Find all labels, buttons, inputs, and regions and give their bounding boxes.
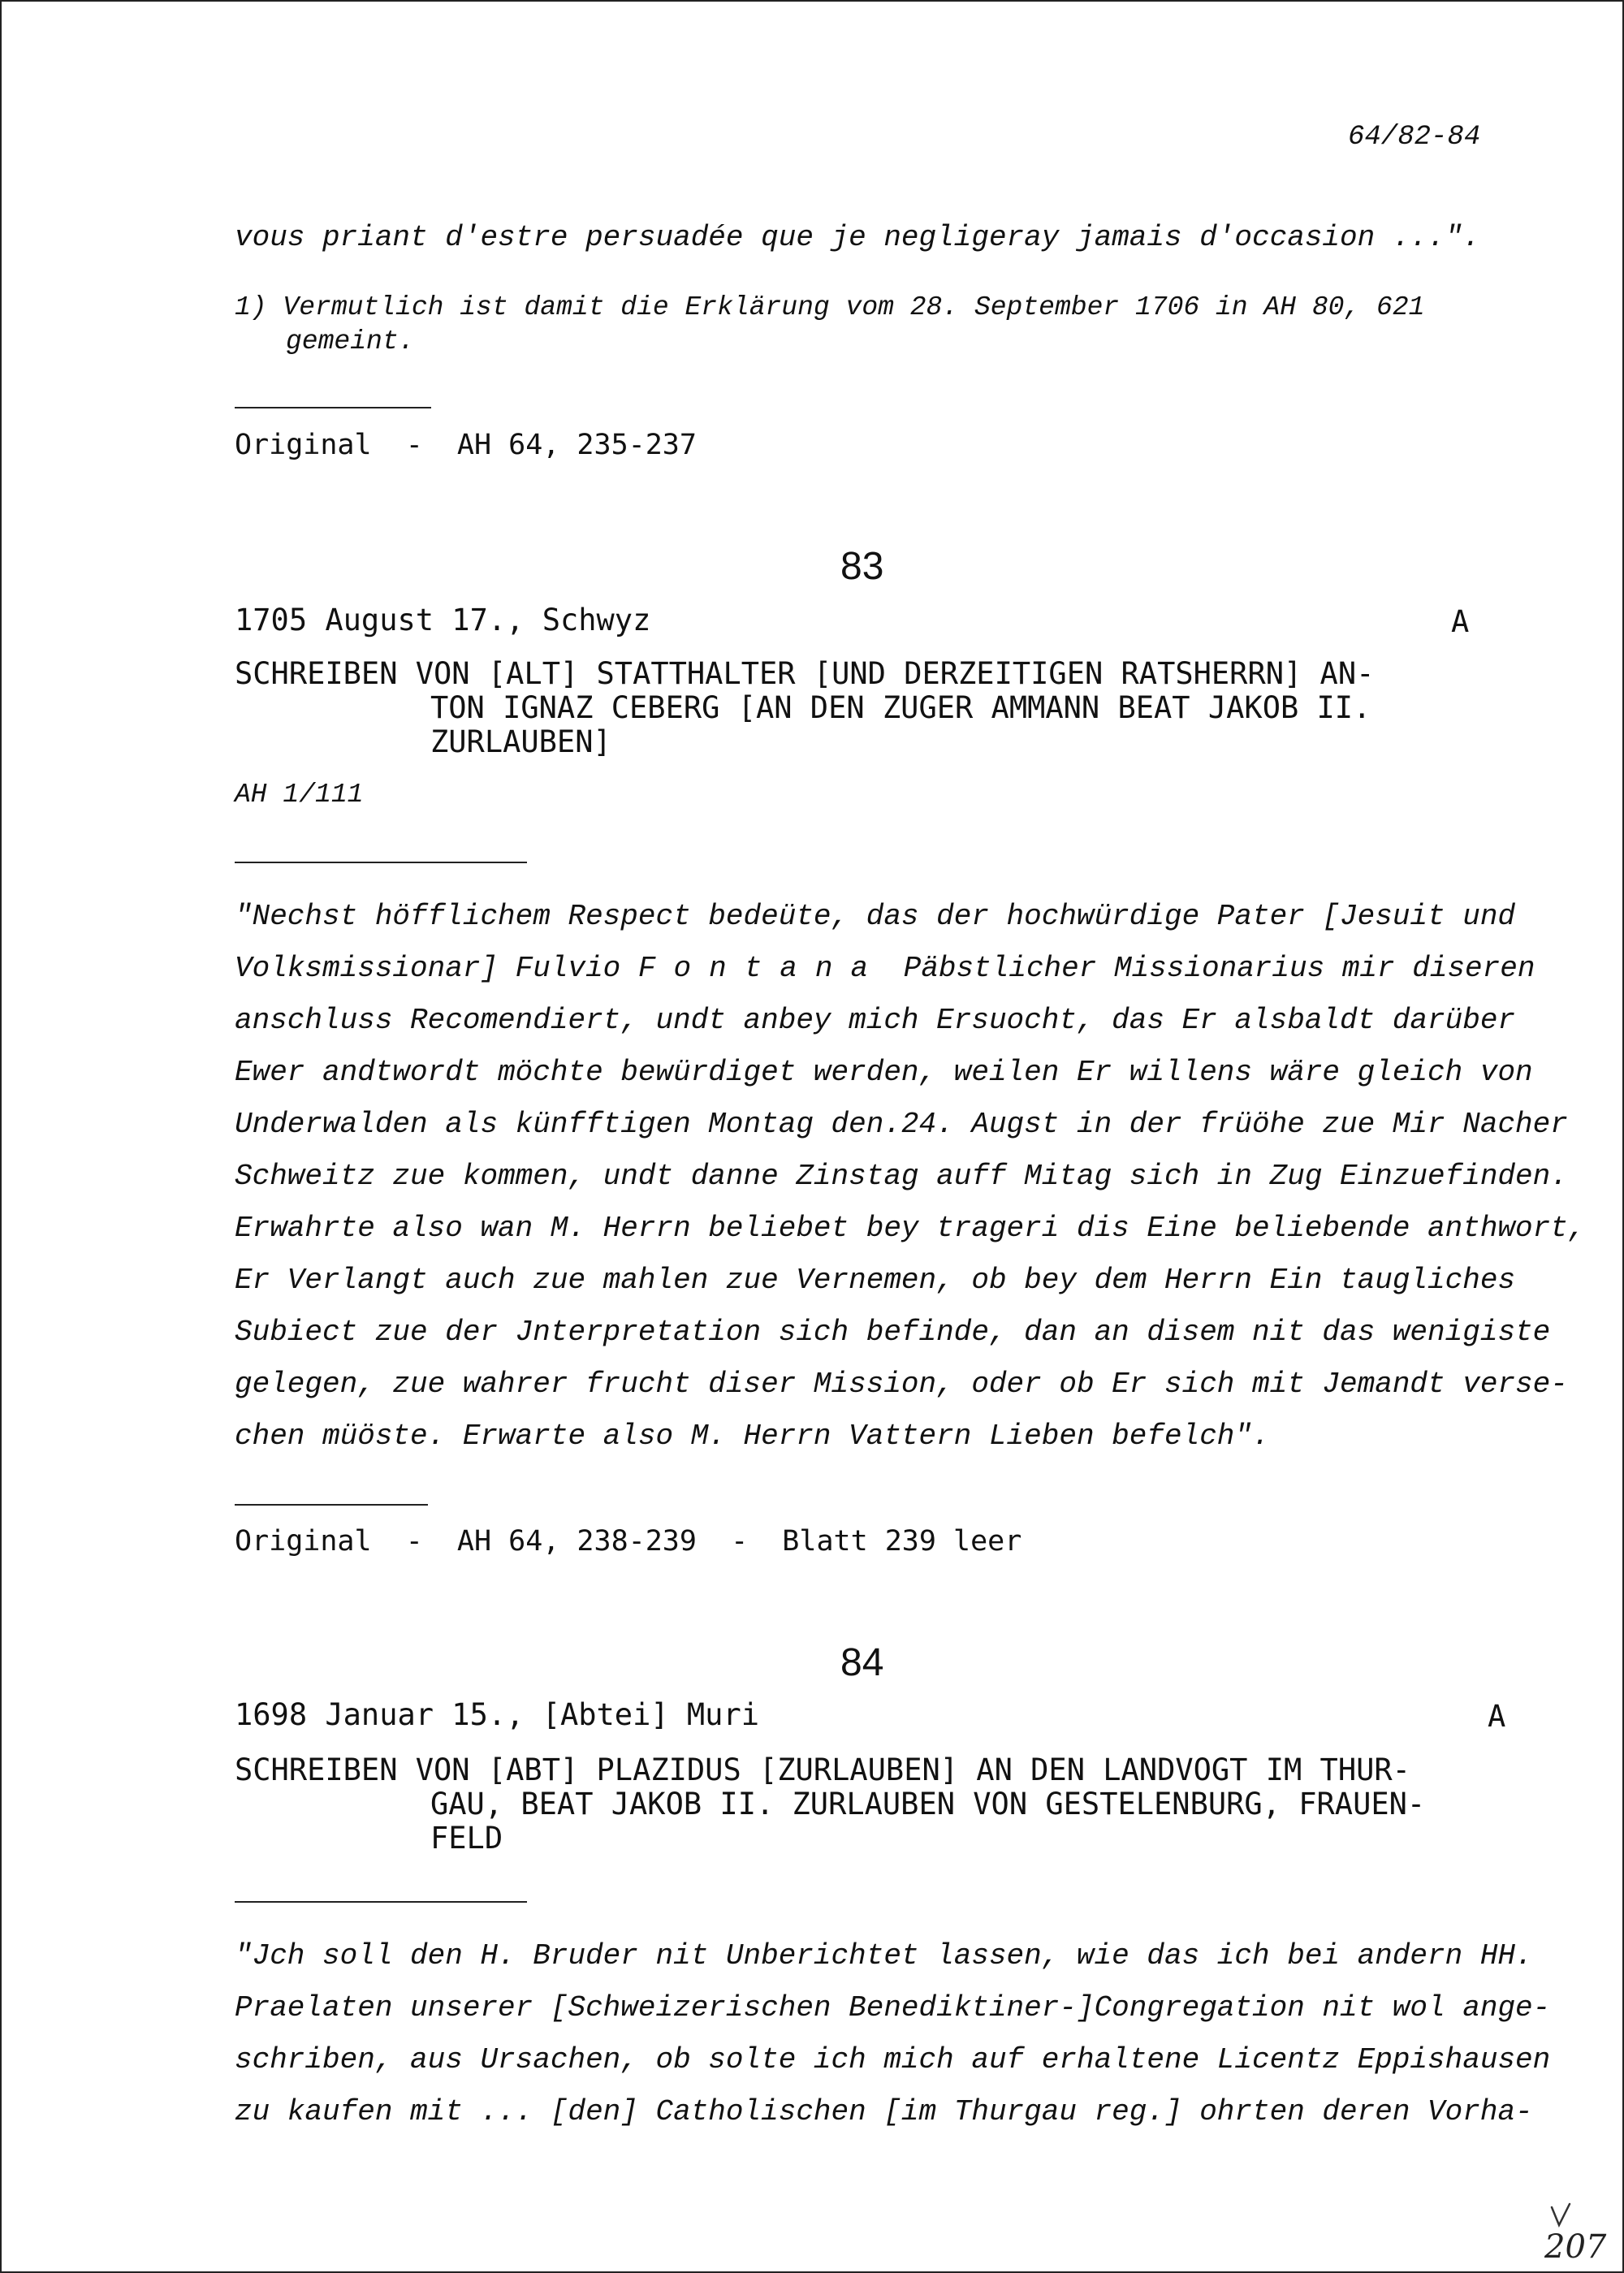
letter-line: schriben, aus Ursachen, ob solte ich mich auf erhaltene Licentz Eppishausen xyxy=(235,2043,1551,2076)
letter-line: "Jch soll den H. Bruder nit Unberichtet lassen, wie das ich bei andern HH. xyxy=(235,1939,1533,1973)
letter-line: "Nechst höfflichem Respect bedeüte, das der hochwürdige Pater [Jesuit und xyxy=(235,900,1516,933)
entry-title-line: SCHREIBEN VON [ABT] PLAZIDUS [ZURLAUBEN] AN DEN LANDVOGT IM THUR- xyxy=(235,1752,1410,1787)
intro-quote: vous priant d'estre persuadée que je negligeray jamais d'occasion ...". xyxy=(235,221,1480,254)
entry-marker: A xyxy=(1488,1699,1506,1734)
letter-line: Underwalden als künfftigen Montag den.24. Augst in der früöhe zue Mir Nacher xyxy=(235,1108,1568,1141)
entry-title-line: SCHREIBEN VON [ALT] STATTHALTER [UND DERZEITIGEN RATSHERRN] AN- xyxy=(235,656,1375,691)
separator-rule xyxy=(235,1504,428,1506)
letter-line: anschluss Recomendiert, undt anbey mich Ersuocht, das Er alsbaldt darüber xyxy=(235,1004,1516,1037)
entry-title-line: GAU, BEAT JAKOB II. ZURLAUBEN VON GESTELENBURG, FRAUEN- xyxy=(430,1787,1426,1821)
entry-marker: A xyxy=(1451,604,1470,639)
separator-rule xyxy=(235,407,431,408)
entry-number: 83 xyxy=(840,545,884,588)
separator-rule xyxy=(235,862,527,863)
letter-line: Praelaten unserer [Schweizerischen Benediktiner-]Congregation nit wol ange- xyxy=(235,1991,1551,2025)
folio-number: 207 xyxy=(1544,2228,1607,2266)
footnote-line-2: gemeint. xyxy=(286,326,415,357)
spaced-name: Fontana xyxy=(637,952,887,985)
letter-line-start: Volksmissionar] Fulvio xyxy=(235,952,638,985)
letter-line: Subiect zue der Jnterpretation sich befinde, dan an disem nit das wenigiste xyxy=(235,1316,1551,1349)
entry-title-line: ZURLAUBEN] xyxy=(430,724,611,759)
letter-line: Ewer andtwordt möchte bewürdiget werden, weilen Er willens wäre gleich von xyxy=(235,1056,1533,1089)
separator-rule xyxy=(235,1901,527,1903)
source-note: Original - AH 64, 238-239 - Blatt 239 leer xyxy=(235,1525,1022,1558)
letter-line xyxy=(235,952,1535,985)
source-note: Original - AH 64, 235-237 xyxy=(235,429,697,461)
letter-line: zu kaufen mit ... [den] Catholischen [im Thurgau reg.] ohrten deren Vorha- xyxy=(235,2095,1533,2128)
page-reference: 64/82-84 xyxy=(1348,122,1481,153)
entry-date-place: 1698 Januar 15., [Abtei] Muri xyxy=(235,1697,760,1732)
letter-line: chen müöste. Erwarte also M. Herrn Vattern Lieben befelch". xyxy=(235,1420,1270,1453)
letter-line: Erwahrte also wan M. Herrn beliebet bey trageri dis Eine beliebende anthwort, xyxy=(235,1212,1586,1245)
footnote-line-1: 1) Vermutlich ist damit die Erklärung vom 28. September 1706 in AH 80, 621 xyxy=(235,292,1425,322)
letter-line: Schweitz zue kommen, undt danne Zinstag auff Mitag sich in Zug Einzuefinden. xyxy=(235,1160,1568,1193)
archive-reference: AH 1/111 xyxy=(235,780,364,810)
letter-line: Er Verlangt auch zue mahlen zue Vernemen, ob bey dem Herrn Ein taugliches xyxy=(235,1264,1516,1297)
entry-number: 84 xyxy=(840,1641,884,1684)
letter-line: gelegen, zue wahrer frucht diser Mission, oder ob Er sich mit Jemandt verse- xyxy=(235,1368,1568,1401)
entry-date-place: 1705 August 17., Schwyz xyxy=(235,603,651,637)
letter-line-end: Päbstlicher Missionarius mir diseren xyxy=(886,952,1535,985)
entry-title-line: TON IGNAZ CEBERG [AN DEN ZUGER AMMANN BEAT JAKOB II. xyxy=(430,690,1371,725)
check-mark-icon xyxy=(1548,2202,1573,2230)
entry-title-line: FELD xyxy=(430,1821,503,1856)
